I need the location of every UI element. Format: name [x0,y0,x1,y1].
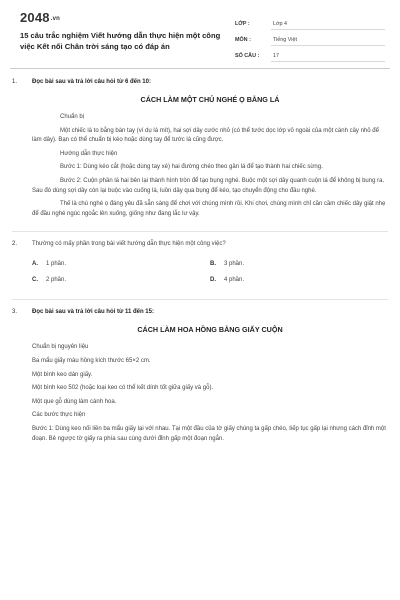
option-text: 4 phần. [224,276,245,283]
logo-suffix: .vn [50,15,61,22]
answer-options [32,260,388,285]
question-prompt: Đọc bài sau và trả lời câu hỏi từ 6 đến 10: [32,79,151,85]
meta-value: Lớp 4 [271,19,385,30]
prep-heading: Chuẩn bị [60,114,85,121]
question-number: 3. [12,309,18,316]
reading-title: CÁCH LÀM MỘT CHỦ NGHÉ Ọ BẰNG LÁ [140,94,280,104]
meta-key: SỐ CÂU : [235,53,260,59]
prep-text: Một chiếc lá to bằng bàn tay (ví dụ lá mít), hai sợi dây cước nhỏ (có thể tước dọc lớp vỏ ngoài của một cành cây nhỏ để làm dây). Bạn có thể chuẩn bị kéo hoặc dùng tay để tước lá cũng được. [32,127,379,144]
question-2 [12,240,388,291]
guide-heading: Hướng dẫn thực hiện [60,150,118,157]
step-2: Bước 2: Cuộn phần lá hai bên lại thành hình tròn để tạo bụng nghé. Buộc một sợi dây quanh cuộn lá để không bị bung ra. Sau đó dùng sợi dây còn lại buộc vào cuống lá, luồn dây qua bụng để kéo, tạo chuyển động cho đầu nghé. [32,178,385,194]
question-prompt: Đọc bài sau và trả lời câu hỏi từ 11 đến 15: [32,309,154,316]
option-text: 3 phần. [224,261,245,268]
material-item: Ba mẩu giấy màu hồng kích thước 65×2 cm. [32,357,151,364]
question-prompt: Thường có mấy phần trong bài viết hướng dẫn thực hiện một công việc? [32,241,226,248]
material-item: Một bình keo 502 (hoặc loại keo có thể kết dính tốt giữa giấy và gỗ). [32,385,214,392]
option-letter: B. [210,261,216,268]
option-c[interactable] [32,276,210,286]
option-text: 2 phần. [46,276,67,283]
divider [12,231,388,232]
document-meta [235,16,385,64]
step-1: Bước 1: Dùng kéo cắt (hoặc dùng tay xé) hai đường chéo theo gân lá để tạo thành hai chiếc sừng. [60,164,323,171]
questions [12,78,388,453]
material-item: Một que gỗ dùng làm cành hoa. [32,398,117,405]
option-a[interactable] [32,260,210,270]
option-b[interactable] [210,260,388,270]
site-logo[interactable] [20,10,60,25]
question-number: 1. [12,79,18,85]
option-letter: D. [210,276,216,283]
question-1 [12,78,388,223]
meta-key: MÔN : [235,37,251,43]
meta-class [235,16,385,32]
ending: Thế là chú nghé ọ đáng yêu đã sẵn sàng để chơi với chúng mình rồi. Khi chơi, chúng mình chỉ cần cầm chiếc dây giật nhẹ để đầu nghé ngúc ngoắc lên xuống, giống như đang lắc lư vậy. [32,201,386,217]
option-text: 1 phần. [46,261,67,268]
document-title: 15 câu trắc nghiệm Viết hướng dẫn thực hiện một công việc Kết nối Chân trời sáng tạo có đáp án [20,31,221,51]
meta-value: Tiếng Việt [271,35,385,46]
prep-heading: Chuẩn bị nguyên liệu [32,344,89,351]
question-3 [12,308,388,448]
material-item: Một bình keo dán giấy. [32,371,93,378]
question-number: 2. [12,241,18,248]
meta-key: LỚP : [235,21,250,27]
steps-heading: Các bước thực hiện [32,412,86,419]
option-letter: C. [32,276,38,283]
header [10,6,390,64]
header-divider [10,68,390,69]
option-letter: A. [32,261,38,268]
step-1: Bước 1: Dùng keo nối liền ba mẩu giấy lại với nhau. Tại một đầu của tờ giấy chúng ta gấp chéo, tiếp tục gấp lại nhưng cách đỉnh một đoạn. Bẻ ngược tờ giấy ra phía sau cùng dưới đỉnh gấp một đoạn ngắn. [32,425,386,442]
logo-text: 2048 [20,10,50,25]
reading-title: CÁCH LÀM HOA HỒNG BẰNG GIẤY CUỘN [137,324,283,334]
meta-value: 17 [271,51,385,62]
meta-count [235,48,385,64]
option-d[interactable] [210,276,388,286]
meta-subject [235,32,385,48]
divider [12,299,388,300]
